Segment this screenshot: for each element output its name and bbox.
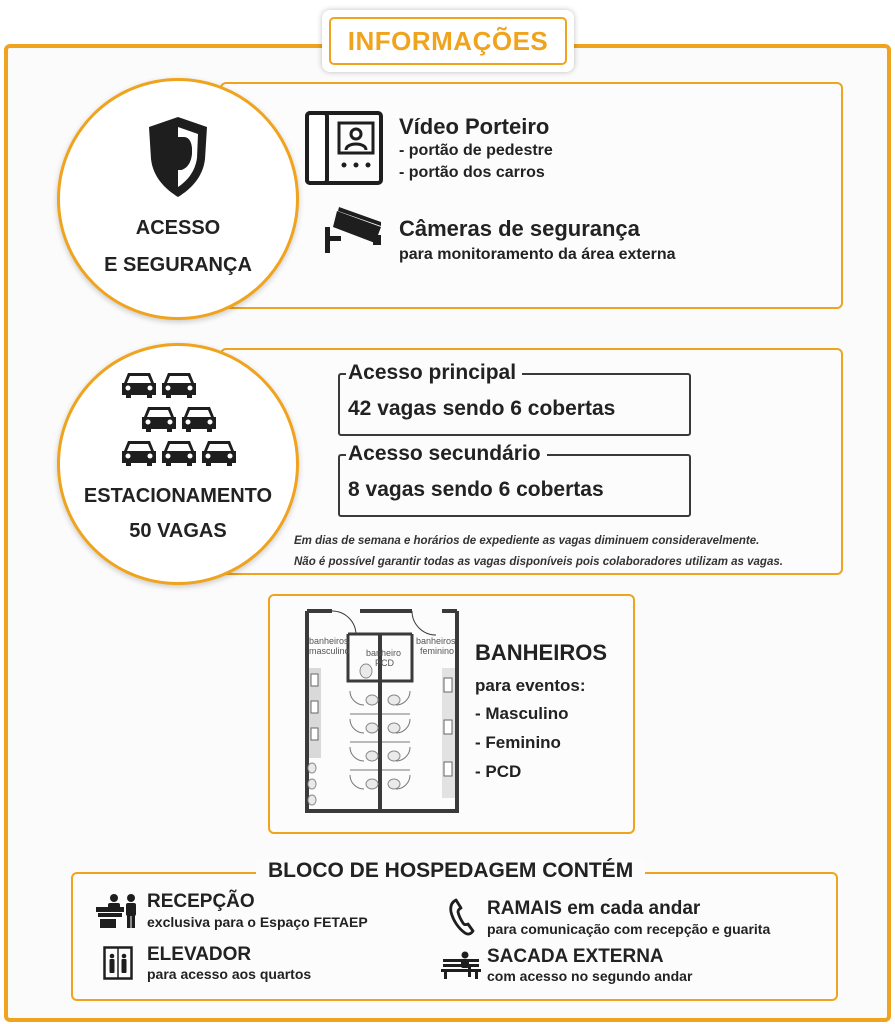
plan-label-pcd-2: PCD bbox=[375, 658, 395, 668]
bench-icon bbox=[441, 951, 481, 979]
video-intercom-title: Vídeo Porteiro bbox=[399, 114, 550, 139]
parking-secondary-label: Acesso secundário bbox=[346, 442, 547, 466]
extensions-title: RAMAIS em cada andar bbox=[487, 898, 701, 919]
header-tab bbox=[322, 10, 574, 72]
shield-icon bbox=[143, 115, 213, 199]
cars-icon bbox=[122, 371, 236, 471]
elevator-desc: para acesso aos quartos bbox=[147, 966, 312, 982]
bathrooms-item-3: - PCD bbox=[475, 762, 522, 781]
parking-circle-line1: ESTACIONAMENTO bbox=[83, 485, 273, 507]
reception-icon bbox=[96, 893, 140, 929]
parking-main-label: Acesso principal bbox=[346, 361, 522, 385]
parking-circle bbox=[57, 343, 299, 585]
parking-main-box bbox=[338, 361, 691, 436]
video-intercom-icon bbox=[305, 110, 385, 186]
lodging-title: BLOCO DE HOSPEDAGEM CONTÉM bbox=[256, 859, 645, 883]
plan-label-female-1: banheiros bbox=[416, 636, 456, 646]
parking-circle-line2: 50 VAGAS bbox=[129, 520, 227, 542]
cameras-desc: para monitoramento da área externa bbox=[399, 246, 676, 263]
cameras-title: Câmeras de segurança bbox=[399, 216, 640, 241]
video-intercom-item-2: - portão dos carros bbox=[399, 164, 545, 181]
reception-title: RECEPÇÃO bbox=[147, 891, 255, 912]
plan-label-female-2: feminino bbox=[420, 646, 455, 656]
elevator-icon bbox=[103, 946, 133, 980]
plan-label-male-1: banheiros bbox=[309, 636, 349, 646]
extensions-desc: para comunicação com recepção e guarita bbox=[487, 921, 771, 937]
bathrooms-title: BANHEIROS bbox=[475, 640, 608, 665]
video-intercom-item-1: - portão de pedestre bbox=[399, 142, 553, 159]
plan-label-male-2: masculino bbox=[309, 646, 350, 656]
bathrooms-item-2: - Feminino bbox=[475, 733, 561, 752]
plan-label-pcd-1: banheiro bbox=[366, 648, 402, 658]
page-title: INFORMAÇÕES bbox=[347, 25, 549, 56]
balcony-title: SACADA EXTERNA bbox=[487, 946, 664, 967]
elevator-title: ELEVADOR bbox=[147, 944, 252, 965]
parking-note-1: Em dias de semana e horários de expediente as vagas diminuem consideravelmente. bbox=[294, 535, 760, 547]
reception-desc: exclusiva para o Espaço FETAEP bbox=[147, 914, 368, 930]
security-camera-icon bbox=[323, 205, 385, 255]
parking-secondary-value: 8 vagas sendo 6 cobertas bbox=[348, 478, 604, 501]
access-circle-line2: E SEGURANÇA bbox=[104, 254, 252, 276]
access-circle-line1: ACESSO bbox=[135, 217, 221, 239]
bathrooms-item-1: - Masculino bbox=[475, 704, 569, 723]
parking-secondary-box bbox=[338, 442, 691, 517]
parking-main-value: 42 vagas sendo 6 cobertas bbox=[348, 397, 616, 420]
phone-icon bbox=[449, 898, 475, 936]
parking-note-2: Não é possível garantir todas as vagas disponíveis pois colaboradores utilizam as vagas. bbox=[294, 556, 783, 568]
bathrooms-subtitle: para eventos: bbox=[475, 676, 586, 695]
access-circle bbox=[57, 78, 299, 320]
balcony-desc: com acesso no segundo andar bbox=[487, 968, 693, 984]
